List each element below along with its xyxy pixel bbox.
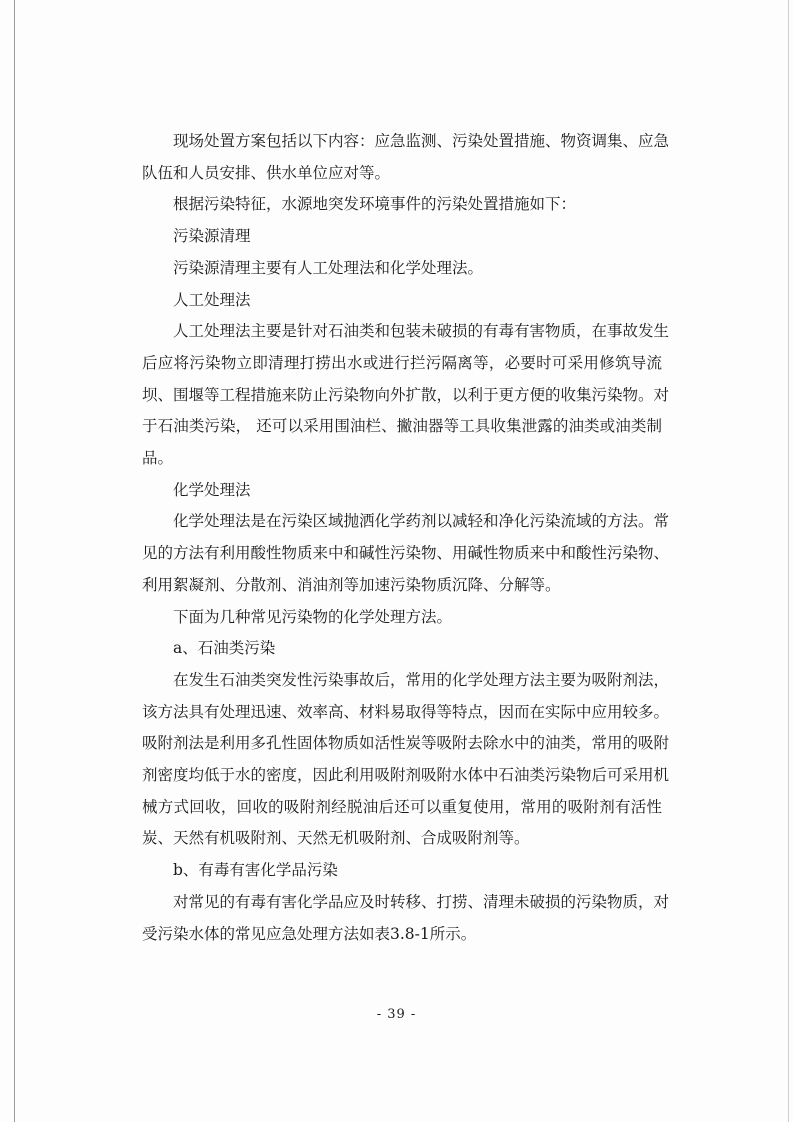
text-line: 后应将污染物立即清理打捞出水或进行拦污隔离等，必要时可采用修筑导流 <box>142 353 662 372</box>
text-line: 污染源清理 <box>173 227 251 246</box>
text-line: 坝、围堰等工程措施来防止污染物向外扩散，以利于更方便的收集污染物。对 <box>142 385 670 404</box>
text-line: 剂密度均低于水的密度，因此利用吸附剂吸附水体中石油类污染物后可采用机 <box>142 766 670 785</box>
text-line: 人工处理法 <box>173 290 251 309</box>
text-line: 见的方法有利用酸性物质来中和碱性污染物、用碱性物质来中和酸性污染物、 <box>142 544 670 563</box>
page-edge-left <box>14 0 15 1122</box>
text-line: 该方法具有处理迅速、效率高、材料易取得等特点，因而在实际中应用较多。 <box>142 702 670 721</box>
text-line: 队伍和人员安排、供水单位应对等。 <box>142 163 391 182</box>
text-line: 品。 <box>142 449 174 468</box>
text-line: 下面为几种常见污染物的化学处理方法。 <box>173 607 453 626</box>
text-line: 人工处理法主要是针对石油类和包装未破损的有毒有害物质，在事故发生 <box>173 322 670 341</box>
body-text <box>142 126 670 950</box>
page-number: - 39 - <box>376 1007 417 1022</box>
text-line: 吸附剂法是利用多孔性固体物质如活性炭等吸附去除水中的油类，常用的吸附 <box>142 734 670 753</box>
text-line: 受污染水体的常见应急处理方法如表3.8-1所示。 <box>142 924 477 943</box>
text-line: 现场处置方案包括以下内容：应急监测、污染处置措施、物资调集、应急 <box>173 132 670 150</box>
text-line: 械方式回收，回收的吸附剂经脱油后还可以重复使用，常用的吸附剂有活性 <box>142 797 662 816</box>
text-line: a、石油类污染 <box>173 639 276 658</box>
text-line: 污染源清理主要有人工处理法和化学处理法。 <box>173 258 484 277</box>
page-edge-right <box>788 0 789 1122</box>
text-line: 对常见的有毒有害化学品应及时转移、打捞、清理未破损的污染物质，对 <box>173 892 670 911</box>
text-line: 在发生石油类突发性污染事故后，常用的化学处理方法主要为吸附剂法， <box>173 670 670 689</box>
text-line: 根据污染特征，水源地突发环境事件的污染处置措施如下： <box>173 195 577 214</box>
text-line: 于石油类污染， 还可以采用围油栏、撇油器等工具收集泄露的油类或油类制 <box>142 417 662 436</box>
text-line: 化学处理法 <box>173 480 251 499</box>
text-line: 利用絮凝剂、分散剂、消油剂等加速污染物质沉降、分解等。 <box>142 575 561 594</box>
text-line: 化学处理法是在污染区域抛洒化学药剂以减轻和净化污染流域的方法。常 <box>173 512 670 531</box>
text-line: b、有毒有害化学品污染 <box>173 861 338 880</box>
text-line: 炭、天然有机吸附剂、天然无机吸附剂、合成吸附剂等。 <box>142 829 530 848</box>
